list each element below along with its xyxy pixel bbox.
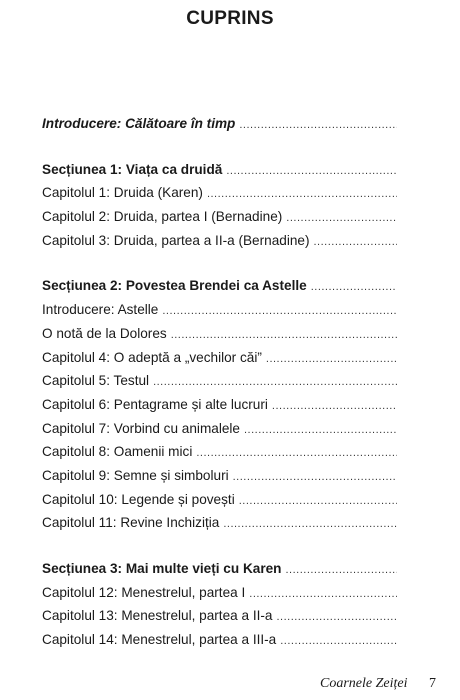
toc-entry-label: Introducere: Astelle (42, 302, 159, 318)
dot-leader (162, 305, 397, 317)
toc-entry (42, 350, 397, 374)
toc-entry-label: Capitolul 5: Testul (42, 373, 150, 389)
dot-leader (207, 188, 397, 200)
toc-entry (42, 209, 397, 233)
dot-leader (153, 376, 397, 388)
toc-entry (42, 632, 397, 656)
toc-entry-label: Capitolul 4: O adeptă a „vechilor căi” (42, 349, 262, 365)
table-of-contents (42, 116, 397, 656)
toc-entry-label: Capitolul 8: Oamenii mici (42, 444, 193, 460)
dot-leader (223, 518, 397, 530)
dot-leader (314, 236, 398, 248)
toc-entry-label: Secțiunea 1: Viața ca druidă (42, 161, 223, 177)
toc-entry (42, 444, 397, 468)
dot-leader (276, 611, 397, 623)
dot-leader (196, 447, 397, 459)
dot-leader (280, 635, 397, 647)
dot-leader (239, 495, 397, 507)
toc-entry-label: Capitolul 9: Semne și simboluri (42, 467, 229, 483)
dot-leader (239, 119, 397, 131)
toc-section-heading (42, 116, 397, 140)
toc-entry-label: Capitolul 3: Druida, partea a II-a (Bernadine) (42, 232, 310, 248)
toc-entry (42, 302, 397, 326)
dot-leader (171, 329, 397, 341)
toc-section-heading (42, 561, 397, 585)
toc-entry (42, 185, 397, 209)
toc-entry (42, 492, 397, 516)
toc-entry-label: Secțiunea 3: Mai multe vieți cu Karen (42, 561, 282, 576)
page-number: 7 (429, 676, 436, 691)
toc-entry (42, 326, 397, 350)
toc-entry-label: Capitolul 13: Menestrelul, partea a II-a (42, 608, 273, 624)
dot-leader (249, 588, 397, 600)
toc-entry (42, 397, 397, 421)
toc-entry-label: Capitolul 12: Menestrelul, partea I (42, 584, 246, 600)
section-gap (42, 539, 397, 561)
section-gap (42, 256, 397, 278)
toc-entry (42, 515, 397, 539)
toc-entry (42, 421, 397, 445)
toc-entry-label: Introducere: Călătoare în timp (42, 116, 236, 131)
dot-leader (286, 212, 397, 224)
section-gap (42, 140, 397, 162)
toc-entry-label: Capitolul 6: Pentagrame și alte lucruri (42, 396, 268, 412)
dot-leader (272, 400, 397, 412)
toc-entry-label: Capitolul 7: Vorbind cu animalele (42, 420, 240, 436)
dot-leader (226, 165, 397, 177)
toc-entry-label: O notă de la Dolores (42, 325, 167, 341)
toc-entry-label: Capitolul 1: Druida (Karen) (42, 185, 203, 201)
toc-section-heading (42, 278, 397, 302)
toc-entry-label: Capitolul 10: Legende și povești (42, 491, 235, 507)
toc-entry-label: Capitolul 2: Druida, partea I (Bernadine) (42, 209, 283, 225)
toc-entry (42, 373, 397, 397)
toc-entry-label: Secțiunea 2: Povestea Brendei ca Astelle (42, 278, 307, 294)
toc-entry (42, 585, 397, 609)
dot-leader (244, 424, 397, 436)
dot-leader (233, 471, 397, 483)
toc-entry (42, 233, 397, 257)
dot-leader (285, 564, 397, 576)
footer-book-title: Coarnele Zeiței (320, 676, 408, 691)
dot-leader (311, 281, 397, 293)
toc-entry-label: Capitolul 14: Menestrelul, partea a III-a (42, 632, 277, 648)
toc-entry-label: Capitolul 11: Revine Inchiziția (42, 515, 220, 531)
toc-section-heading (42, 162, 397, 186)
toc-entry (42, 468, 397, 492)
page-footer (320, 676, 436, 692)
toc-entry (42, 608, 397, 632)
page-title: CUPRINS (186, 8, 274, 29)
dot-leader (266, 353, 397, 365)
